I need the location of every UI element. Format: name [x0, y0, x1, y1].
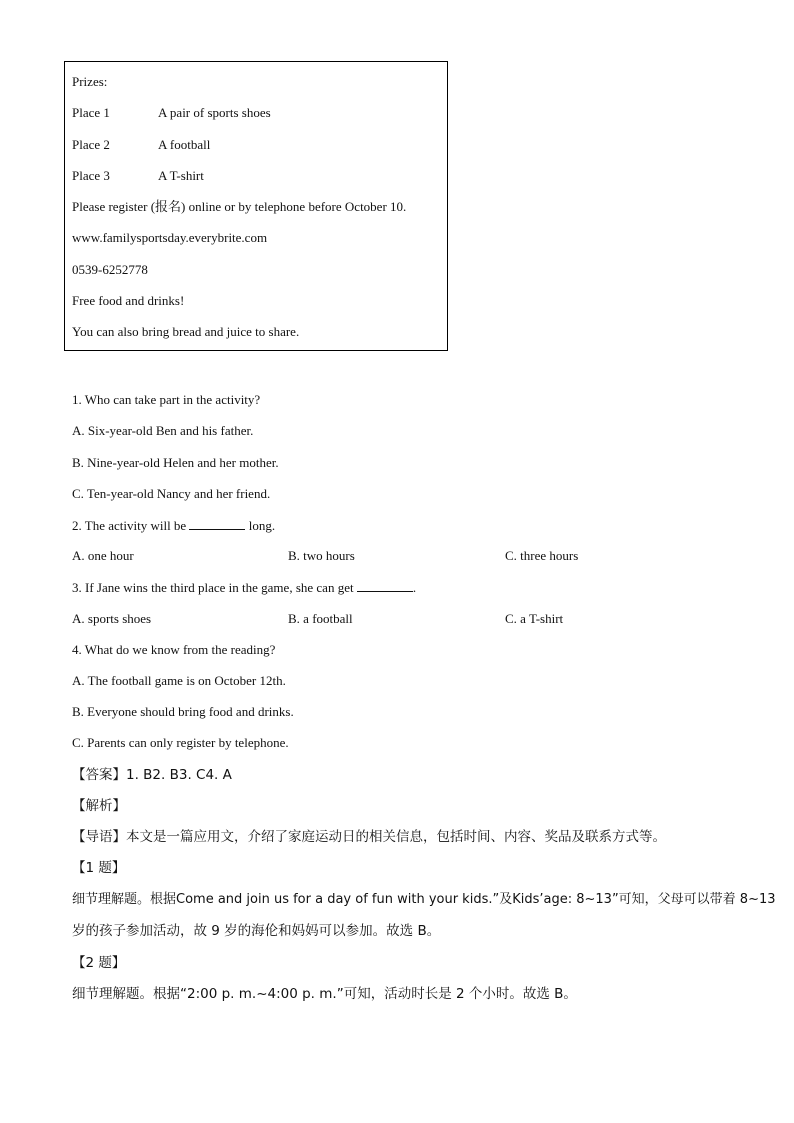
question-4-stem: 4. What do we know from the reading? — [72, 642, 276, 657]
phone-text: 0539-6252778 — [72, 262, 148, 277]
bring-text: You can also bring bread and juice to share. — [72, 324, 300, 339]
website-text: www.familysportsday.everybrite.com — [72, 230, 268, 245]
answer-line: 【答案】1. B2. B3. C4. A — [72, 767, 232, 783]
analysis-heading: 【解析】 — [72, 798, 126, 814]
question-2-stem-before: 2. The activity will be — [72, 518, 187, 533]
question-3-option-c: C. a T-shirt — [505, 611, 564, 626]
prize-place-1: Place 1 — [72, 105, 110, 120]
q1-heading: 【1 题】 — [72, 860, 126, 876]
question-4-option-a: A. The football game is on October 12th. — [72, 673, 286, 688]
question-3-stem-before: 3. If Jane wins the third place in the game, she can get — [72, 580, 354, 595]
question-1-option-a: A. Six-year-old Ben and his father. — [72, 423, 254, 438]
q1-explanation-line-2: 岁的孩子参加活动，故 9 岁的海伦和妈妈可以参加。故选 B。 — [72, 923, 441, 939]
prize-place-3: Place 3 — [72, 168, 110, 183]
prize-item-2: A football — [158, 137, 211, 152]
q1-explanation-line-1: 细节理解题。根据Come and join us for a day of fun with your kids.”及Kids’age: 8~13”可知，父母可以带着 8~13 — [72, 892, 776, 907]
question-3-option-b: B. a football — [288, 611, 353, 626]
question-2-stem-after: long. — [248, 518, 276, 533]
prizes-heading: Prizes: — [72, 74, 108, 89]
question-4-option-b: B. Everyone should bring food and drinks. — [72, 704, 294, 719]
question-2-stem — [72, 517, 275, 534]
q2-heading: 【2 题】 — [72, 955, 126, 971]
prize-place-2: Place 2 — [72, 137, 110, 152]
register-text: Please register (报名) online or by telephone before October 10. — [72, 199, 407, 214]
question-4-option-c: C. Parents can only register by telephone. — [72, 735, 289, 750]
q2-explanation: 细节理解题。根据“2:00 p. m.~4:00 p. m.”可知，活动时长是 2 个小时。故选 B。 — [72, 986, 577, 1002]
intro-text: 【导语】本文是一篇应用文，介绍了家庭运动日的相关信息，包括时间、内容、奖品及联系方式等。 — [72, 829, 666, 845]
prize-item-3: A T-shirt — [158, 168, 204, 183]
question-2-option-c: C. three hours — [505, 548, 579, 563]
question-3-stem-after: . — [412, 580, 417, 595]
free-food-text: Free food and drinks! — [72, 293, 185, 308]
question-1-option-c: C. Ten-year-old Nancy and her friend. — [72, 486, 271, 501]
question-3-option-a: A. sports shoes — [72, 611, 152, 626]
answer-blank — [189, 517, 245, 530]
question-1-option-b: B. Nine-year-old Helen and her mother. — [72, 455, 279, 470]
question-2-option-a: A. one hour — [72, 548, 134, 563]
question-1-stem: 1. Who can take part in the activity? — [72, 392, 261, 407]
question-3-stem — [72, 579, 416, 596]
question-2-option-b: B. two hours — [288, 548, 355, 563]
answer-blank — [357, 579, 413, 592]
prize-item-1: A pair of sports shoes — [158, 105, 271, 120]
